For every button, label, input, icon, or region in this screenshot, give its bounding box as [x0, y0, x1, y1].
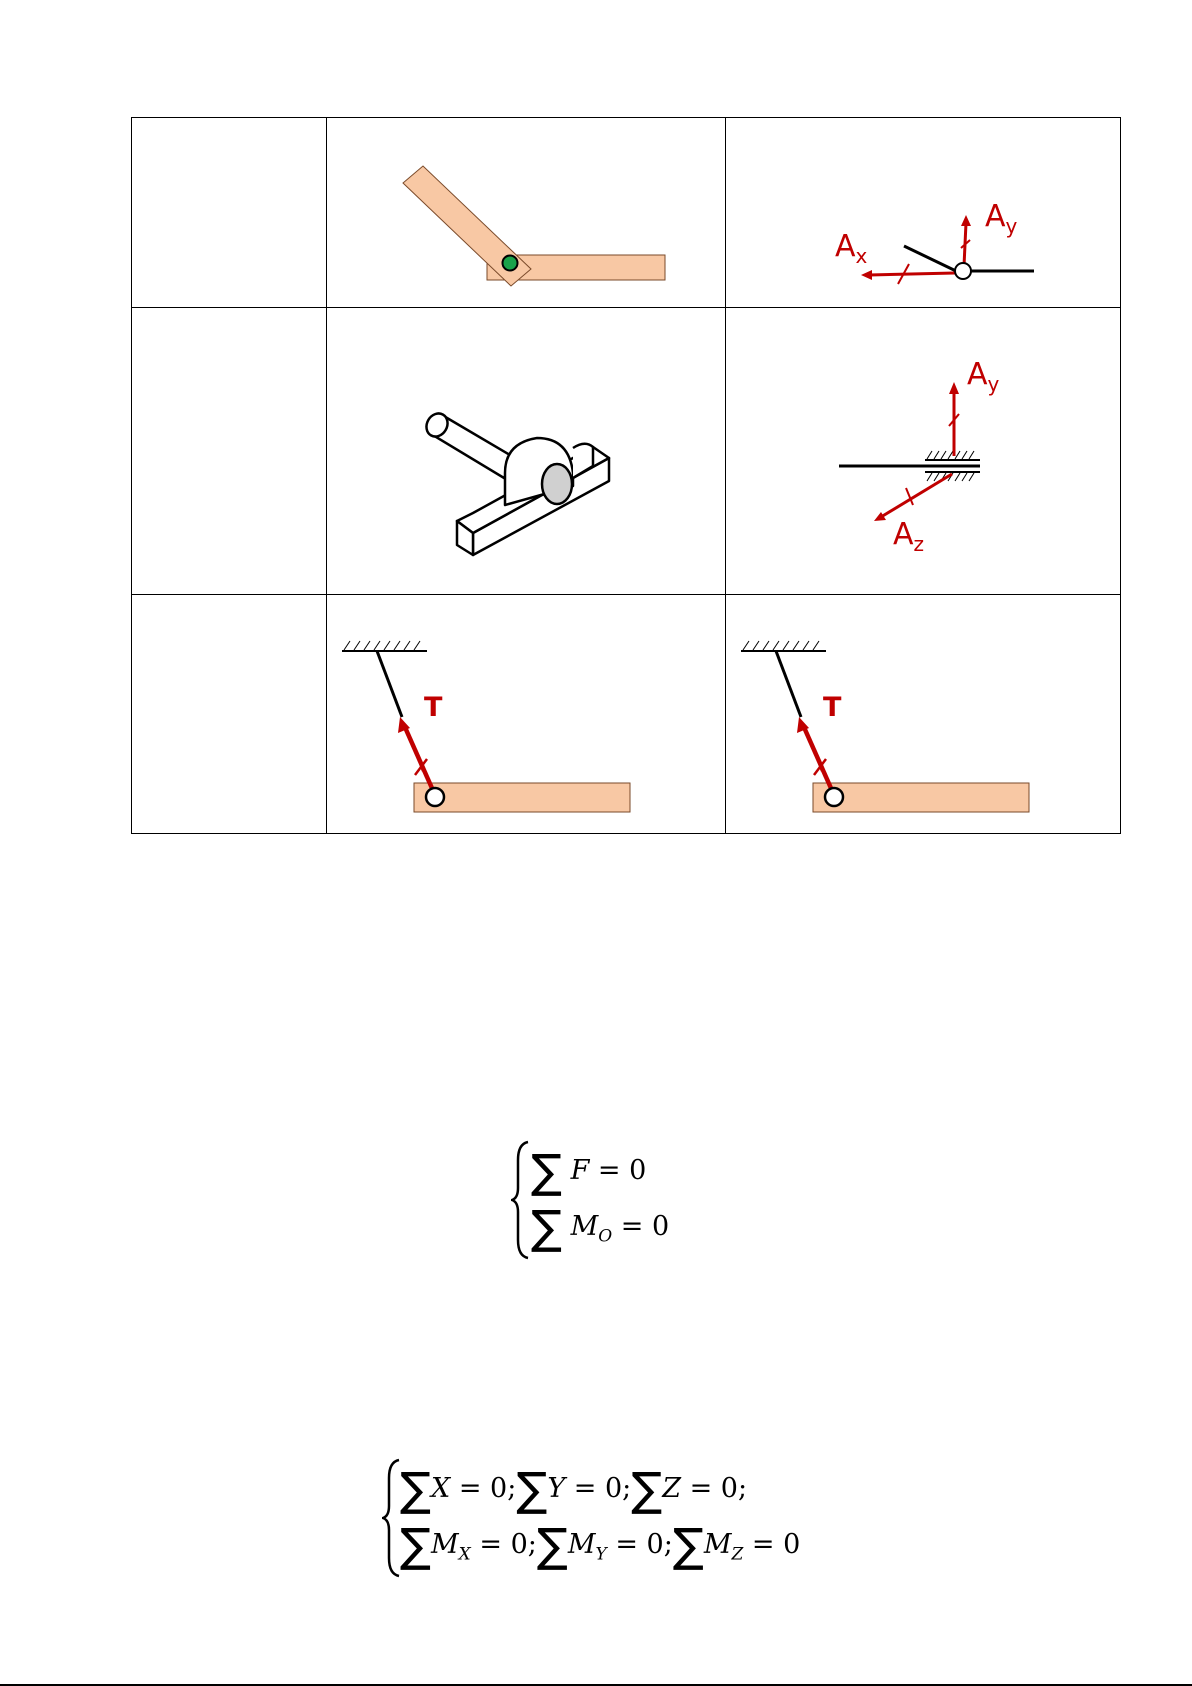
label-tension: T [823, 692, 842, 723]
bearing-figure [327, 308, 725, 594]
symbol-z: Z [662, 1473, 681, 1504]
cable-line [377, 651, 402, 717]
force-ay-arrowhead [961, 215, 971, 226]
support-name-cell [132, 308, 327, 595]
subscript-o: O [598, 1226, 613, 1247]
left-brace-icon [511, 1140, 531, 1260]
label-ay: $A_y$ [967, 357, 1000, 396]
supports-table [131, 117, 1121, 834]
cable-reaction-diagram [726, 595, 1120, 833]
hinged-beams-figure [327, 118, 725, 307]
force-az-line [881, 474, 952, 517]
label-ay: $A_y$ [985, 199, 1018, 238]
rhs: = 0 [597, 1155, 647, 1186]
support-figure-cell [327, 118, 726, 308]
subscript-x: X [458, 1544, 471, 1565]
formula-space-line-1 [400, 1462, 748, 1516]
hinge-pin-icon [503, 256, 518, 271]
sum-sign-icon: ∑ [400, 1462, 431, 1516]
table-row-bearing [132, 308, 1121, 595]
suspended-beam [414, 783, 630, 812]
support-diagram-cell [726, 308, 1121, 595]
subscript-z: Z [731, 1544, 744, 1565]
rhs: = 0 [751, 1529, 801, 1560]
sum-sign-icon: ∑ [531, 1200, 562, 1254]
ceiling-hatch-icon [344, 641, 420, 650]
symbol-m: M [703, 1529, 732, 1560]
rhs: = 0; [689, 1473, 748, 1504]
formula-plane-line-2 [531, 1200, 670, 1254]
rhs: = 0; [615, 1529, 673, 1560]
hinge-node-icon [955, 263, 971, 279]
table-row-cable [132, 595, 1121, 834]
table-row-hinge [132, 118, 1121, 308]
diagram-beam-left [904, 246, 956, 271]
support-name-cell [132, 595, 327, 834]
formula-plane-system [511, 1140, 681, 1260]
rhs: = 0; [458, 1473, 517, 1504]
suspended-beam [813, 783, 1029, 812]
support-figure-cell [327, 595, 726, 834]
symbol-m: M [567, 1529, 596, 1560]
symbol-y: Y [547, 1473, 566, 1504]
sum-sign-icon: ∑ [516, 1462, 548, 1516]
sum-sign-icon: ∑ [531, 1144, 562, 1198]
force-ax-line [869, 273, 955, 275]
formula-space-line-2 [400, 1518, 801, 1572]
label-tension: T [424, 692, 443, 723]
support-diagram-cell [726, 118, 1121, 308]
left-brace-icon [382, 1458, 402, 1578]
sum-sign-icon: ∑ [536, 1518, 568, 1572]
cable-attach-node-icon [825, 788, 843, 806]
formula-space-system [382, 1458, 802, 1578]
subscript-y: Y [595, 1544, 607, 1565]
rhs: = 0; [573, 1473, 632, 1504]
bearing-hatch-top-icon [927, 451, 974, 459]
formula-plane-line-1 [531, 1144, 647, 1198]
symbol-m: M [570, 1211, 599, 1242]
symbol-x: X [431, 1473, 451, 1504]
label-ax: $A_x$ [835, 229, 868, 268]
rhs: = 0 [620, 1211, 670, 1242]
sum-sign-icon: ∑ [400, 1518, 431, 1572]
support-figure-cell [327, 308, 726, 595]
shaft-icon [422, 410, 515, 478]
cable-figure [327, 595, 725, 833]
symbol-m: M [431, 1529, 459, 1560]
support-name-cell [132, 118, 327, 308]
rhs: = 0; [479, 1529, 537, 1560]
symbol-f: F [570, 1155, 590, 1186]
bearing-bore-icon [542, 464, 572, 504]
cable-line [776, 651, 801, 717]
label-az: $A_z$ [893, 517, 925, 556]
bearing-reaction-diagram [726, 308, 1120, 594]
ceiling-hatch-icon [743, 641, 819, 650]
force-ay-arrowhead [949, 382, 959, 394]
hinge-reaction-diagram [726, 118, 1120, 307]
supports-table-container [131, 117, 1119, 834]
sum-sign-icon: ∑ [672, 1518, 704, 1572]
sum-sign-icon: ∑ [631, 1462, 663, 1516]
force-ax-arrowhead [861, 270, 872, 280]
cable-attach-node-icon [426, 788, 444, 806]
support-diagram-cell [726, 595, 1121, 834]
